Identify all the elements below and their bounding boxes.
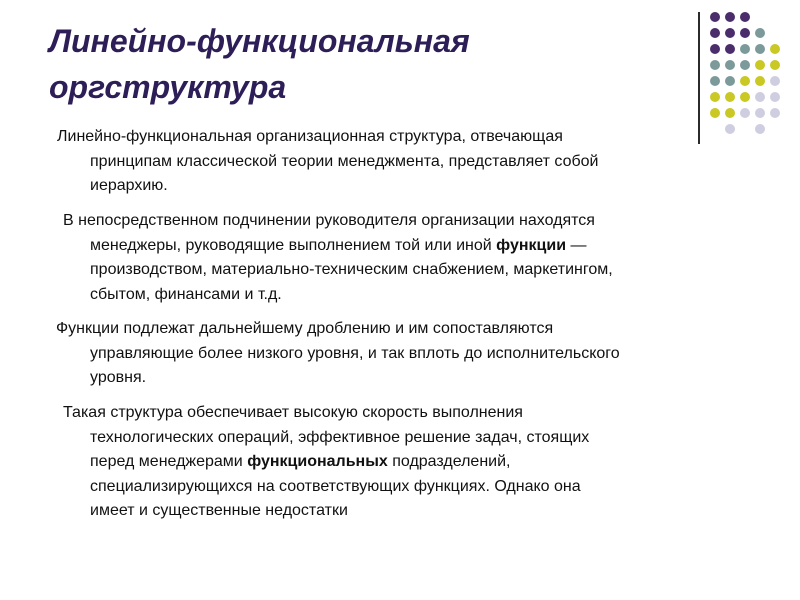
decor-dot (755, 60, 765, 70)
paragraph-line: управляющие более низкого уровня, и так вплоть до исполнительского (90, 344, 620, 362)
paragraph-1 (57, 125, 599, 199)
paragraph-line: В непосредственном подчинении руководителя организации находятся (63, 212, 595, 229)
paragraph-line: Такая структура обеспечивает высокую скорость выполнения (63, 404, 523, 421)
decor-dot (725, 92, 735, 102)
decor-dot (770, 60, 780, 70)
bold-term: функции (496, 236, 567, 254)
decor-dot (725, 28, 735, 38)
paragraph-line: сбытом, финансами и т.д. (90, 285, 282, 303)
decor-dot (740, 12, 750, 22)
title-line-2: оргструктура (49, 69, 287, 105)
decor-dot (755, 76, 765, 86)
decor-dot (755, 44, 765, 54)
paragraph-line: иерархию. (90, 177, 168, 194)
slide-title (49, 18, 669, 110)
decor-dot (710, 108, 720, 118)
paragraph-line (63, 234, 613, 259)
paragraph-2 (63, 209, 613, 307)
decor-dot (770, 108, 780, 118)
paragraph-line: Линейно-функциональная организационная структура, отвечающая (57, 128, 563, 145)
paragraph-4 (63, 401, 589, 524)
paragraph-text: — (566, 236, 587, 254)
paragraph-text: подразделений, (387, 453, 511, 470)
paragraph-3 (56, 317, 620, 391)
decorative-dot-grid (710, 9, 790, 134)
decor-dot (725, 76, 735, 86)
decor-dot (755, 28, 765, 38)
paragraph-line: имеет и существенные недостатки (90, 502, 348, 519)
decor-dot (740, 28, 750, 38)
decor-dot (725, 44, 735, 54)
decor-dot (755, 92, 765, 102)
decor-dot (710, 12, 720, 22)
decor-dot (725, 108, 735, 118)
decor-dot (710, 92, 720, 102)
paragraph-line: производством, материально-техническим снабжением, маркетингом, (90, 261, 613, 278)
title-line-1: Линейно-функциональная (49, 23, 470, 59)
decor-dot (770, 92, 780, 102)
decor-dot (710, 76, 720, 86)
decor-dot (755, 108, 765, 118)
decor-dot (770, 76, 780, 86)
decor-dot (710, 60, 720, 70)
decor-dot (740, 92, 750, 102)
decor-dot (740, 60, 750, 70)
decor-dot (740, 76, 750, 86)
paragraph-line: специализирующихся на соответствующих функциях. Однако она (90, 477, 581, 495)
decor-dot (725, 124, 735, 134)
decor-dot (710, 44, 720, 54)
decor-dot (725, 12, 735, 22)
decor-dot (770, 44, 780, 54)
paragraph-text: менеджеры, руководящие выполнением той или иной (90, 236, 497, 254)
paragraph-line: Функции подлежат дальнейшему дроблению и им сопоставляются (56, 320, 554, 337)
paragraph-line: уровня. (90, 369, 147, 386)
paragraph-line: технологических операций, эффективное решение задач, стоящих (90, 428, 590, 446)
decor-dot (710, 28, 720, 38)
paragraph-line (63, 450, 589, 475)
decor-dot (755, 124, 765, 134)
paragraph-line: принципам классической теории менеджмента, представляет собой (90, 152, 599, 170)
paragraph-text: перед менеджерами (90, 453, 248, 470)
decorative-vertical-line (698, 12, 700, 144)
decor-dot (725, 60, 735, 70)
bold-term: функциональных (247, 453, 388, 470)
decor-dot (740, 108, 750, 118)
decor-dot (740, 44, 750, 54)
